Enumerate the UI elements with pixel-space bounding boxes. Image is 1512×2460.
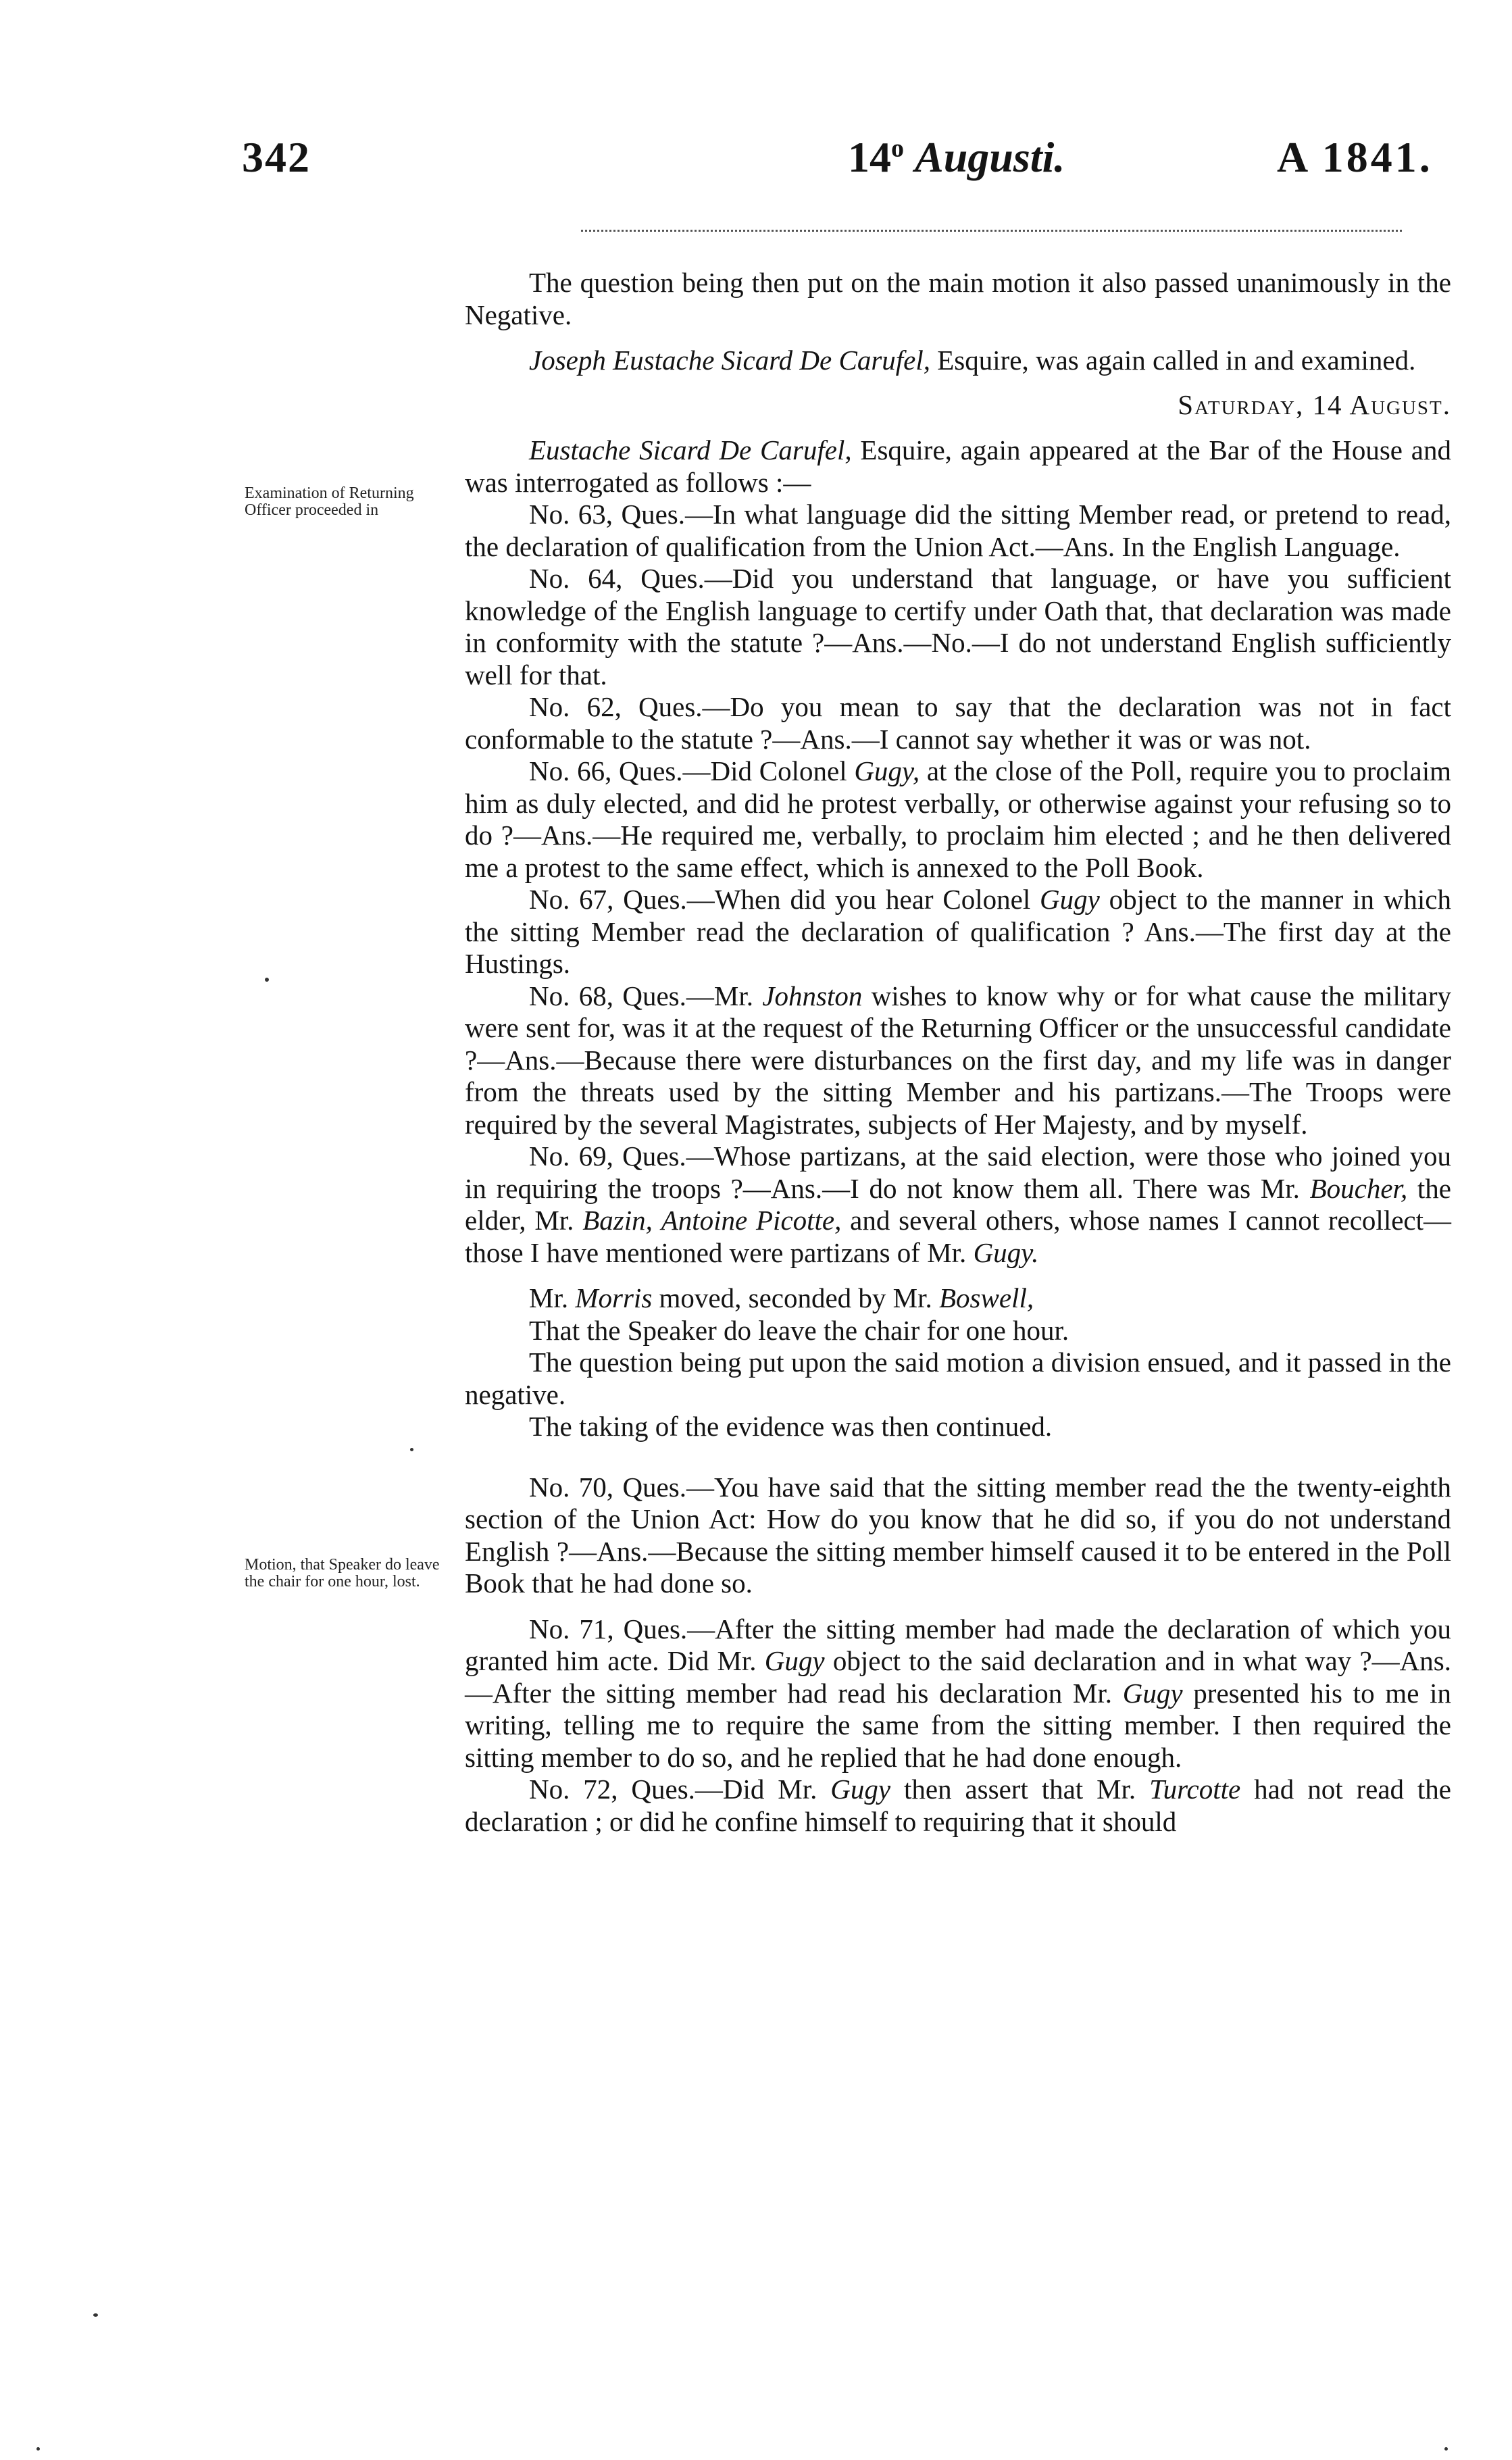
question-64: No. 64, Ques.—Did you understand that language, or have you sufficient knowledge of the English language to certify under Oath that, that declaration was made in conformity with the statute ?—Ans.—No.—I do not understand English sufficiently well for that. <box>465 563 1451 691</box>
page-number: 342 <box>242 133 311 181</box>
margin-note-examination: Examination of Returning Officer proceeded in <box>245 484 414 519</box>
date-line: Saturday, 14 August. <box>1178 388 1451 420</box>
question-68: No. 68, Ques.—Mr. Johnston wishes to know why or for what cause the military were sent for, was it at the request of the Returning Officer or the unsuccessful candidate ?—Ans.—Because there were disturbances on the first day, and my life was in danger from the threats used by the sitting Member and his partizans.—The Troops were required by the several Magistrates, subjects of Her Majesty, and by myself. <box>465 980 1452 1140</box>
ink-speck <box>1444 2447 1448 2451</box>
header-rule <box>581 230 1402 232</box>
question-71: No. 71, Ques.—After the sitting member had made the declaration of which you granted him acte. Did Mr. Gugy object to the said declaration and in what way ?—Ans.—After the sitting member had read his declaration Mr. Gugy presented his to me in writing, telling me to require the same from the sitting member. I then required the sitting member to do so, and he replied that he had done enough. <box>465 1613 1451 1773</box>
motion-text: That the Speaker do leave the chair for one hour. <box>529 1314 1069 1346</box>
ink-speck <box>265 978 269 982</box>
ink-speck <box>36 2447 40 2451</box>
running-header <box>0 132 1512 186</box>
journal-body <box>465 267 1451 1838</box>
paragraph-appeared: Eustache Sicard De Carufel, Esquire, again appeared at the Bar of the House and was interrogated as follows :— <box>465 434 1451 498</box>
question-72: No. 72, Ques.—Did Mr. Gugy then assert that Mr. Turcotte had not read the declaration ; or did he confine himself to requiring that it should <box>465 1774 1451 1837</box>
question-66: No. 66, Ques.—Did Colonel Gugy, at the close of the Poll, require you to proclaim him as duly elected, and did he protest verbally, or otherwise against your refusing so to do ?—Ans.—He required me, verbally, to proclaim him elected ; and he then delivered me a protest to the same effect, which is annexed to the Poll Book. <box>465 755 1452 883</box>
motion-result: The question being put upon the said motion a division ensued, and it passed in the negative. <box>465 1347 1451 1410</box>
running-title: 14$^o$ Augusti. <box>848 133 1065 181</box>
question-63: No. 63, Ques.—In what language did the sitting Member read, or pretend to read, the declaration of qualification from the Union Act.—Ans. In the English Language. <box>465 499 1451 562</box>
ink-speck <box>93 2313 98 2317</box>
paragraph-main-motion: The question being then put on the main motion it also passed unanimously in the Negative. <box>465 267 1451 330</box>
margin-note-motion: Motion, that Speaker do leave the chair for one hour, lost. <box>245 1556 440 1590</box>
question-70: No. 70, Ques.—You have said that the sitting member read the the twenty-eighth section of the Union Act: How do you know that he did so, if you do not understand English ?—Ans.—Because the sitting member himself caused it to be entered in the Poll Book that he had done so. <box>465 1471 1451 1599</box>
evidence-continued: The taking of the evidence was then continued. <box>529 1411 1053 1442</box>
ink-speck <box>410 1448 413 1451</box>
paragraph-called-in: Joseph Eustache Sicard De Carufel, Esquire, was again called in and examined. <box>529 345 1416 376</box>
motion-moved: Mr. Morris moved, seconded by Mr. Boswell, <box>529 1282 1034 1313</box>
question-67: No. 67, Ques.—When did you hear Colonel Gugy object to the manner in which the sitting Member read the declaration of qualification ? Ans.—The first day at the Hustings. <box>465 884 1451 979</box>
question-62: No. 62, Ques.—Do you mean to say that the declaration was not in fact conformable to the statute ?—Ans.—I cannot say whether it was or was not. <box>465 691 1451 755</box>
question-69: No. 69, Ques.—Whose partizans, at the said election, were those who joined you in requiring the troops ?—Ans.—I do not know them all. There was Mr. Boucher, the elder, Mr. Bazin, Antoine Picotte, and several others, whose names I cannot recollect—those I have mentioned were partizans of Mr. Gugy. <box>465 1140 1452 1268</box>
year-label: A 1841. <box>1277 133 1433 181</box>
